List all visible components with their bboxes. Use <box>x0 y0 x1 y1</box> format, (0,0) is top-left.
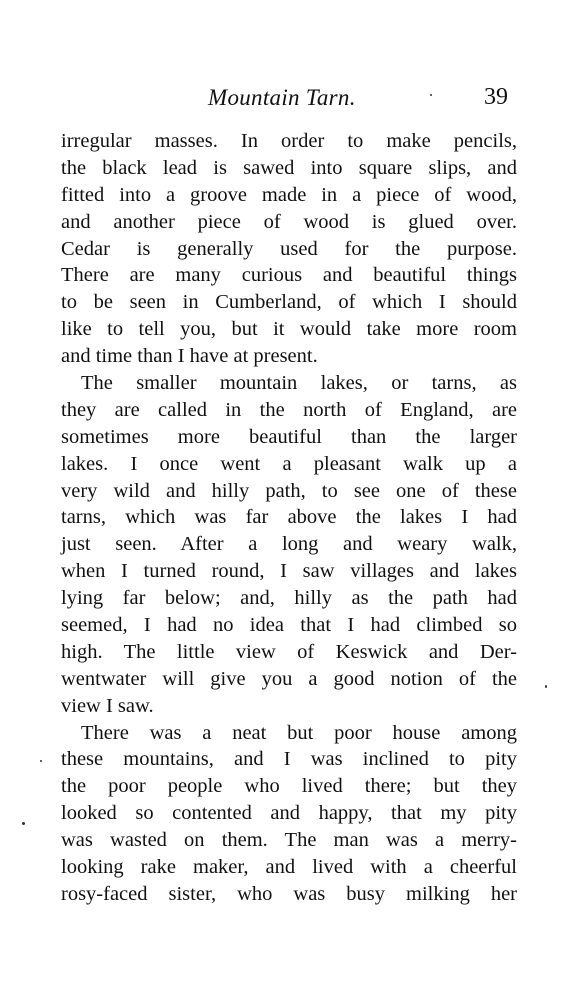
text-line: very wild and hilly path, to see one of these <box>61 479 517 502</box>
text-line: lakes. I once went a pleasant walk up a <box>61 452 517 475</box>
text-line: like to tell you, but it would take more room <box>61 318 517 341</box>
text-line: Cedar is generally used for the purpose. <box>61 237 517 260</box>
text-line: lying far below; and, hilly as the path had <box>61 587 517 610</box>
text-line: high. The little view of Keswick and Der- <box>61 640 517 663</box>
running-title: Mountain Tarn. <box>208 85 356 110</box>
text-line: looking rake maker, and lived with a cheerful <box>61 856 517 879</box>
text-line: seemed, I had no idea that I had climbed so <box>61 614 517 637</box>
text-line: to be seen in Cumberland, of which I should <box>61 291 517 314</box>
scan-speck <box>22 822 25 825</box>
text-line: There was a neat but poor house among <box>81 721 517 744</box>
text-line: these mountains, and I was inclined to pity <box>61 748 517 771</box>
text-line: the black lead is sawed into square slips, and <box>61 156 517 179</box>
text-line: There are many curious and beautiful things <box>61 264 517 287</box>
text-line: just seen. After a long and weary walk, <box>61 533 517 556</box>
paragraph <box>61 370 517 720</box>
paragraph <box>61 720 517 908</box>
page-number: 39 <box>484 84 508 110</box>
text-line: rosy-faced sister, who was busy milking her <box>61 882 517 905</box>
text-line: and another piece of wood is glued over. <box>61 210 517 233</box>
text-line: tarns, which was far above the lakes I had <box>61 506 517 529</box>
text-line: and time than I have at present. <box>61 345 318 368</box>
scan-speck <box>430 94 432 96</box>
text-line: looked so contented and happy, that my pity <box>61 802 517 825</box>
scan-speck <box>545 685 547 688</box>
text-line: The smaller mountain lakes, or tarns, as <box>81 372 517 395</box>
scan-speck <box>40 760 42 762</box>
text-line: fitted into a groove made in a piece of wood, <box>61 183 517 206</box>
text-line: wentwater will give you a good notion of the <box>61 667 517 690</box>
text-line: the poor people who lived there; but they <box>61 775 517 798</box>
paragraph <box>61 128 517 370</box>
body-text <box>61 128 517 908</box>
text-line: view I saw. <box>61 694 154 717</box>
text-line: they are called in the north of England, are <box>61 398 517 421</box>
text-line: sometimes more beautiful than the larger <box>61 425 517 448</box>
text-line: irregular masses. In order to make pencils, <box>61 130 517 152</box>
text-line: when I turned round, I saw villages and lakes <box>61 560 517 583</box>
text-line: was wasted on them. The man was a merry- <box>61 829 517 852</box>
